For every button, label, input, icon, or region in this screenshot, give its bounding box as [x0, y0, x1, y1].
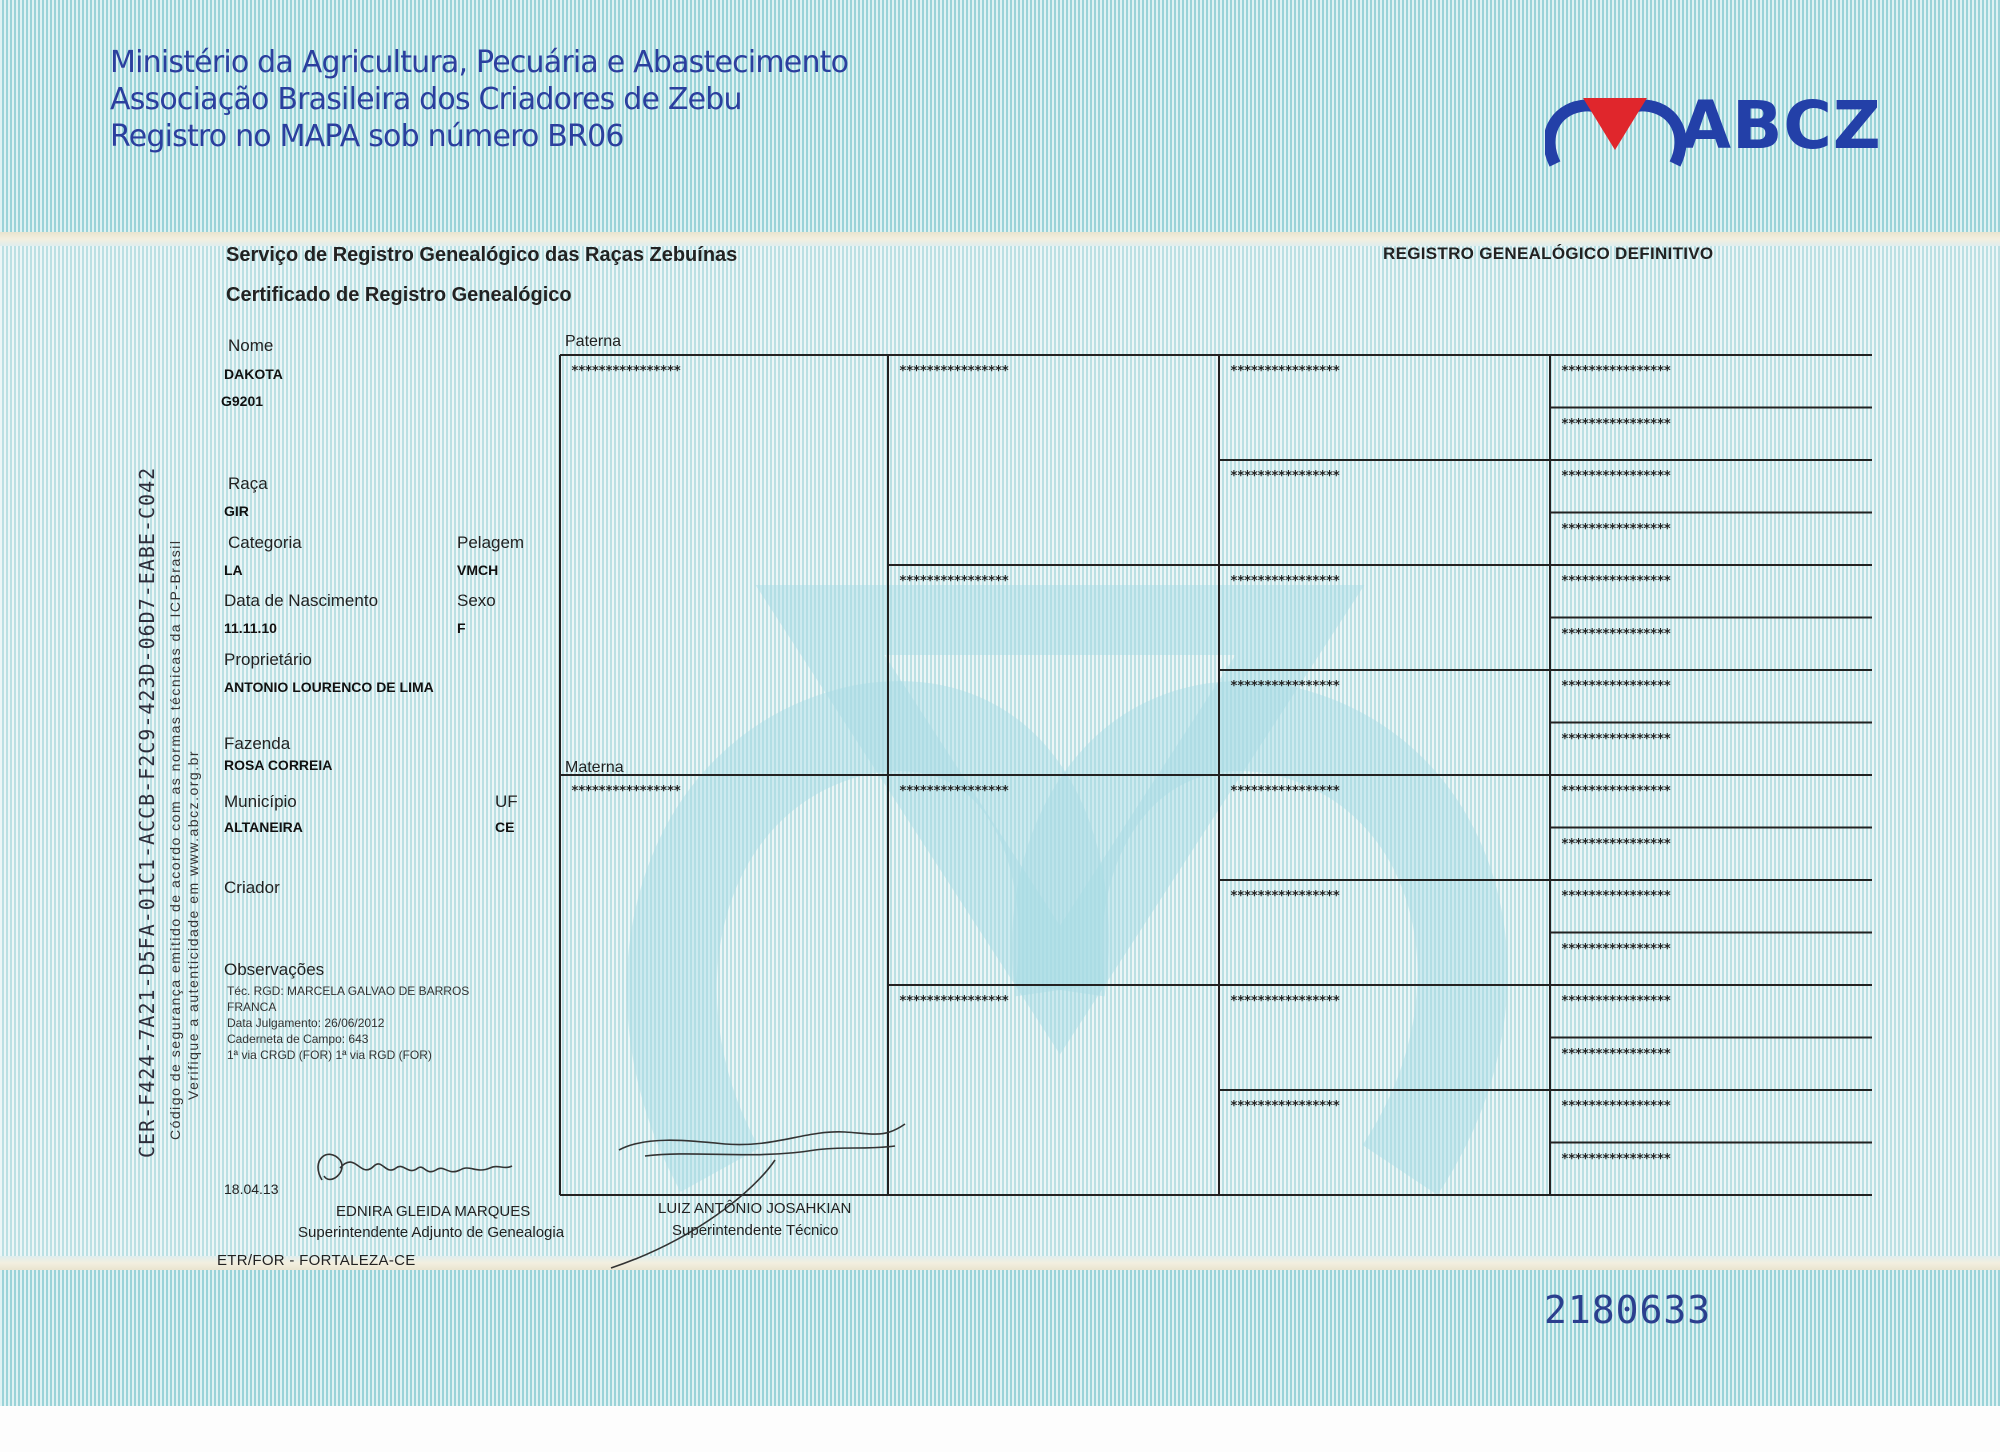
pedigree-entry: **************** [1561, 994, 1671, 1009]
animal-breed: GIR [224, 503, 249, 519]
ministry-line: Ministério da Agricultura, Pecuária e Abastecimento [110, 45, 849, 80]
animal-sex: F [457, 620, 466, 636]
birth-label: Data de Nascimento [224, 591, 379, 610]
left-signature [300, 1140, 530, 1200]
paternal-label: Paterna [565, 333, 622, 350]
pedigree-entry: **************** [571, 364, 681, 379]
owner-label: Proprietário [224, 650, 312, 669]
pedigree-entry: **************** [1230, 574, 1340, 589]
serial-number: 2180633 [1544, 1288, 1712, 1332]
pedigree-entry: **************** [1561, 679, 1671, 694]
pedigree-entry: **************** [571, 784, 681, 799]
pedigree-entry: **************** [1230, 784, 1340, 799]
pedigree-entry: **************** [1561, 1046, 1671, 1062]
pedigree-entry: **************** [1230, 679, 1340, 694]
pedigree-entry: **************** [899, 784, 1009, 799]
issue-date: 18.04.13 [224, 1181, 279, 1197]
right-signature [605, 1120, 915, 1270]
pedigree-entry: **************** [899, 994, 1009, 1009]
registration-type: REGISTRO GENEALÓGICO DEFINITIVO [1383, 244, 1714, 263]
left-signer-name: EDNIRA GLEIDA MARQUES [336, 1203, 531, 1220]
breed-label: Raça [228, 474, 268, 493]
note-line: Téc. RGD: MARCELA GALVAO DE BARROS [227, 984, 470, 998]
pedigree-entry: **************** [1230, 889, 1340, 904]
service-title: Serviço de Registro Genealógico das Raças Zebuínas [226, 244, 738, 266]
registry-line: Registro no MAPA sob número BR06 [110, 119, 624, 154]
note-line: Data Julgamento: 26/06/2012 [227, 1016, 385, 1030]
right-signer-name: LUIZ ANTÔNIO JOSAHKIAN [658, 1200, 852, 1217]
animal-category: LA [224, 562, 243, 578]
pedigree-entry: **************** [1561, 626, 1671, 642]
pedigree-entry: **************** [1561, 889, 1671, 904]
animal-owner: ANTONIO LOURENCO DE LIMA [224, 679, 434, 695]
issuing-office: ETR/FOR - FORTALEZA-CE [217, 1252, 416, 1269]
pedigree-entry: **************** [1561, 941, 1671, 957]
animal-registration: G9201 [221, 393, 264, 409]
notes-label: Observações [224, 960, 325, 979]
security-note: Código de segurança emitido de acordo com as normas técnicas da ICP-Brasil [167, 539, 183, 1140]
pedigree-entry: **************** [1230, 1099, 1340, 1114]
pedigree-entry: **************** [1561, 1099, 1671, 1114]
pedigree-entry: **************** [899, 574, 1009, 589]
note-line: 1ª via CRGD (FOR) 1ª via RGD (FOR) [227, 1048, 432, 1062]
pedigree-entry: **************** [1561, 469, 1671, 484]
city-label: Município [224, 792, 297, 811]
sex-label: Sexo [457, 591, 496, 610]
pedigree-entry: **************** [1230, 364, 1340, 379]
certificate-title: Certificado de Registro Genealógico [226, 284, 572, 306]
authenticity-note: Verifique a autenticidade em www.abcz.org.br [185, 749, 201, 1100]
animal-name: DAKOTA [224, 366, 283, 382]
pedigree-entry: **************** [1561, 364, 1671, 379]
category-label: Categoria [228, 533, 302, 552]
animal-coat: VMCH [457, 562, 499, 578]
pedigree-entry: **************** [1561, 784, 1671, 799]
note-line: FRANCA [227, 1000, 277, 1014]
animal-farm: ROSA CORREIA [224, 757, 333, 773]
note-line: Caderneta de Campo: 643 [227, 1032, 369, 1046]
breeder-label: Criador [224, 878, 280, 897]
pedigree-entry: **************** [1561, 731, 1671, 747]
pedigree-entry: **************** [1561, 574, 1671, 589]
animal-state: CE [495, 819, 515, 835]
pedigree-entry: **************** [899, 364, 1009, 379]
security-code: CER-F424-7A21-D5FA-01C1-ACCB-F2C9-423D-06D7-EABE-C042 [135, 466, 159, 1158]
maternal-label: Materna [565, 759, 624, 776]
animal-birth-date: 11.11.10 [224, 620, 277, 636]
name-label: Nome [228, 336, 274, 355]
coat-label: Pelagem [457, 533, 525, 552]
pedigree-entry: **************** [1561, 836, 1671, 852]
pedigree-entry: **************** [1561, 521, 1671, 537]
state-label: UF [495, 792, 518, 811]
pedigree-entry: **************** [1561, 1151, 1671, 1167]
animal-city: ALTANEIRA [224, 819, 303, 835]
pedigree-entry: **************** [1230, 469, 1340, 484]
pedigree-entry: **************** [1561, 416, 1671, 432]
association-line: Associação Brasileira dos Criadores de Zebu [110, 82, 742, 117]
farm-label: Fazenda [224, 734, 291, 753]
left-signer-role: Superintendente Adjunto de Genealogia [298, 1224, 565, 1241]
logo-text: ABCZ [1680, 87, 1882, 164]
right-signer-role: Superintendente Técnico [672, 1222, 839, 1239]
pedigree-entry: **************** [1230, 994, 1340, 1009]
